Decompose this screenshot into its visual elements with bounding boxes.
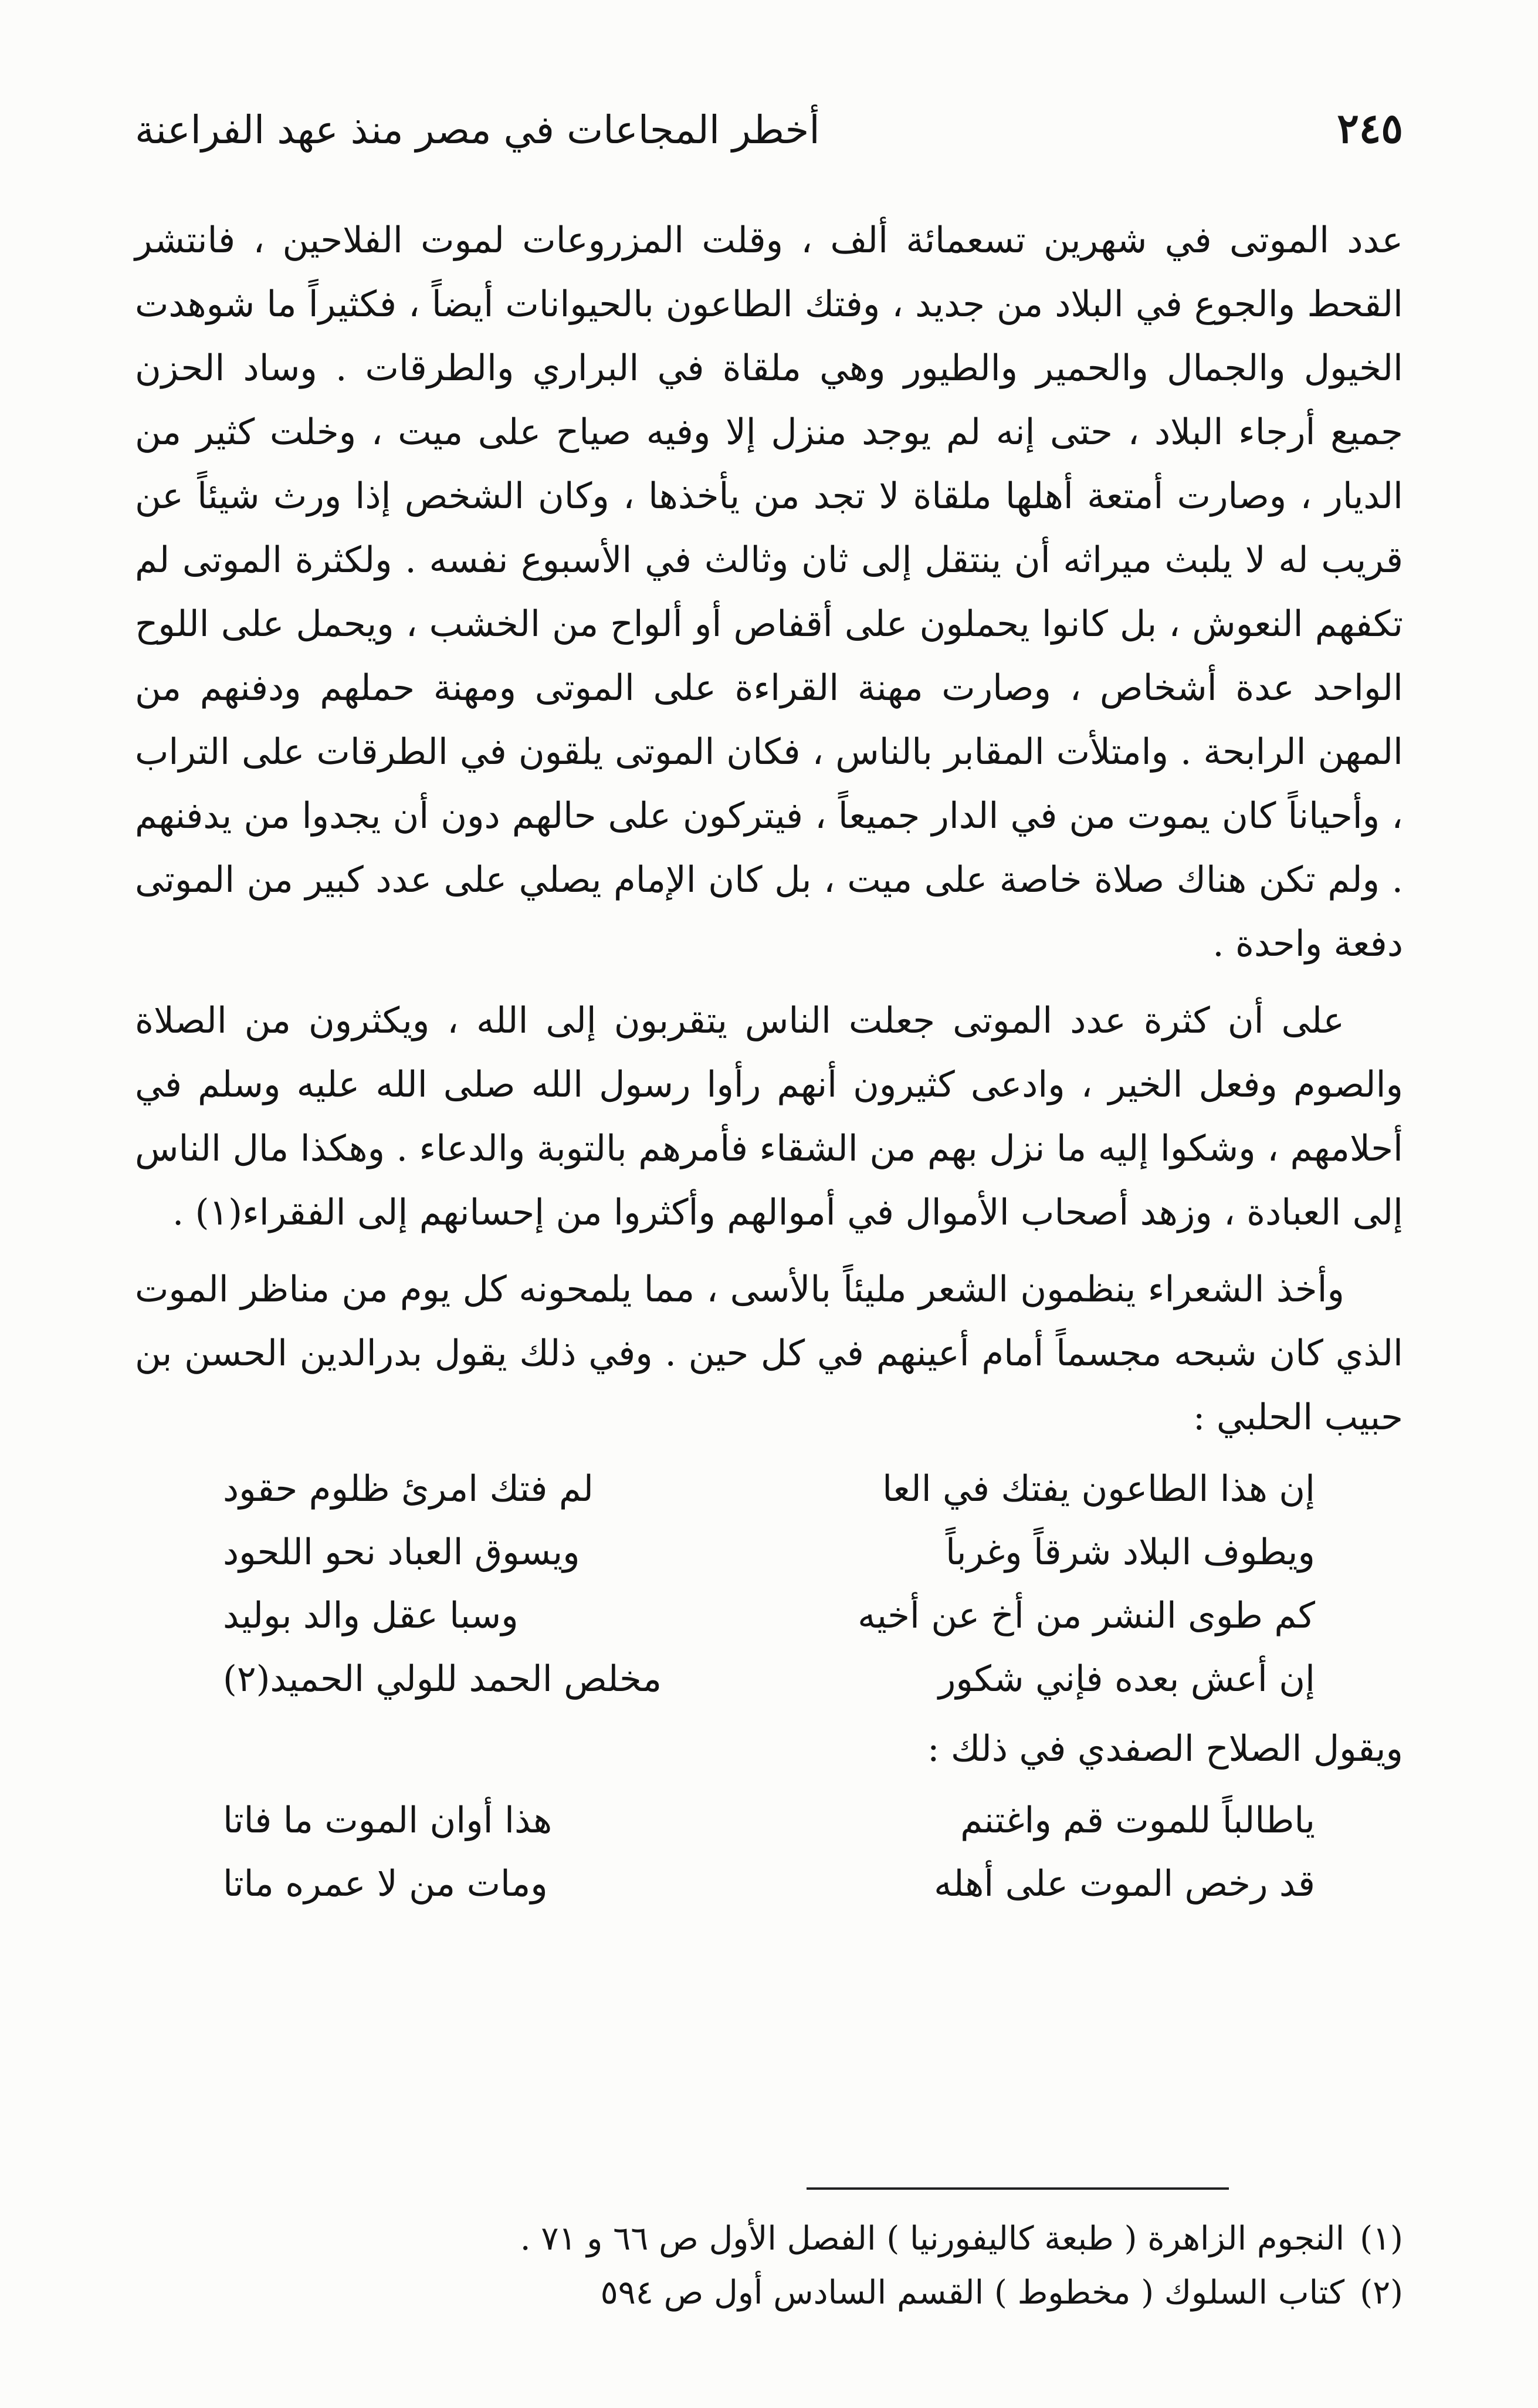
paragraph: ويقول الصلاح الصفدي في ذلك : [927,1728,1403,1770]
page-header [135,88,1403,153]
verse-first-hemistich: ياطالباً للموت قم واغتنم [960,1800,1315,1841]
poem-safadi [223,1789,1315,1916]
paragraph: على أن كثرة عدد الموتى جعلت الناس يتقربون إلى الله ، ويكثرون من الصلاة والصوم وفعل الخير ، وادعى كثيرون أنهم رأوا رسول الله صلى الله عليه وسلم في أحلامهم ، وشكوا إليه ما نزل بهم من الشقاء فأمرهم بالتوبة والدعاء . وهكذا مال الناس إلى العبادة ، وزهد أصحاب الأموال في أموالهم وأكثروا من إحسانهم إلى الفقراء(١) . [135,1000,1403,1233]
footnote [135,2212,1403,2266]
verse-second-hemistich: مخلص الحمد للولي الحميد(٢) [223,1658,662,1700]
verse-second-hemistich: لم فتك امرئ ظلوم حقود [223,1468,594,1510]
page-body [135,208,1403,1922]
paragraph: وأخذ الشعراء ينظمون الشعر مليئاً بالأسى ، مما يلمحونه كل يوم من مناظر الموت الذي كان شبحه مجسماً أمام أعينهم في كل حين . وفي ذلك يقول بدرالدين الحسن بن حبيب الحلبي : [135,1269,1403,1438]
verse-first-hemistich: ويطوف البلاد شرقاً وغرباً [946,1531,1315,1573]
paragraph: عدد الموتى في شهرين تسعمائة ألف ، وقلت المزروعات لموت الفلاحين ، فانتشر القحط والجوع في البلاد من جديد ، وفتك الطاعون بالحيوانات أيضاً ، فكثيراً ما شوهدت الخيول والجمال والحمير والطيور وهي ملقاة في البراري والطرقات . وساد الحزن جميع أرجاء البلاد ، حتى إنه لم يوجد منزل إلا وفيه صياح على ميت ، وخلت كثير من الديار ، وصارت أمتعة أهلها ملقاة لا تجد من يأخذها ، وكان الشخص إذا ورث شيئاً عن قريب له لا يلبث ميراثه أن ينتقل إلى ثان وثالث في الأسبوع نفسه . ولكثرة الموتى لم تكفهم النعوش ، بل كانوا يحملون على أقفاص أو ألواح من الخشب ، ويحمل على اللوح الواحد عدة أشخاص ، وصارت مهنة القراءة على الموتى ومهنة حملهم ودفنهم من المهن الرابحة . وامتلأت المقابر بالناس ، فكان الموتى يلقون في الطرقات على التراب ، وأحياناً كان يموت من في الدار جميعاً ، فيتركون على حالهم دون أن يجدوا من يدفنهم . ولم تكن هناك صلاة خاصة على ميت ، بل كان الإمام يصلي على عدد كبير من الموتى دفعة واحدة . [135,219,1403,965]
footnote-text: النجوم الزاهرة ( طبعة كاليفورنيا ) الفصل الأول ص ٦٦ و ٧١ . [520,2220,1345,2258]
verse-line [223,1457,1315,1521]
poem-halabi [223,1457,1315,1711]
footnote [135,2266,1403,2320]
footnote-text: كتاب السلوك ( مخطوط ) القسم السادس أول ص ٥٩٤ [600,2274,1345,2312]
page-number: ٢٤٥ [1337,104,1403,153]
footnotes [135,2212,1403,2320]
verse-second-hemistich: هذا أوان الموت ما فاتا [223,1800,553,1841]
verse-first-hemistich: إن هذا الطاعون يفتك في العا [882,1468,1315,1510]
running-title: أخطر المجاعات في مصر منذ عهد الفراعنة [135,107,820,153]
footnote-separator [807,2187,1229,2190]
verse-second-hemistich: ويسوق العباد نحو اللحود [223,1531,580,1573]
verse-second-hemistich: ومات من لا عمره ماتا [223,1863,548,1905]
verse-line [223,1521,1315,1584]
verse-line [223,1584,1315,1648]
verse-first-hemistich: إن أعش بعده فإني شكور [938,1658,1315,1700]
footnote-number: (٢) [1360,2274,1403,2312]
verse-line [223,1789,1315,1852]
verse-first-hemistich: كم طوى النشر من أخ عن أخيه [858,1595,1315,1636]
footnote-number: (١) [1360,2220,1403,2258]
verse-line [223,1648,1315,1711]
verse-second-hemistich: وسبا عقل والد بوليد [223,1595,519,1636]
verse-first-hemistich: قد رخص الموت على أهله [934,1863,1315,1905]
verse-line [223,1852,1315,1916]
